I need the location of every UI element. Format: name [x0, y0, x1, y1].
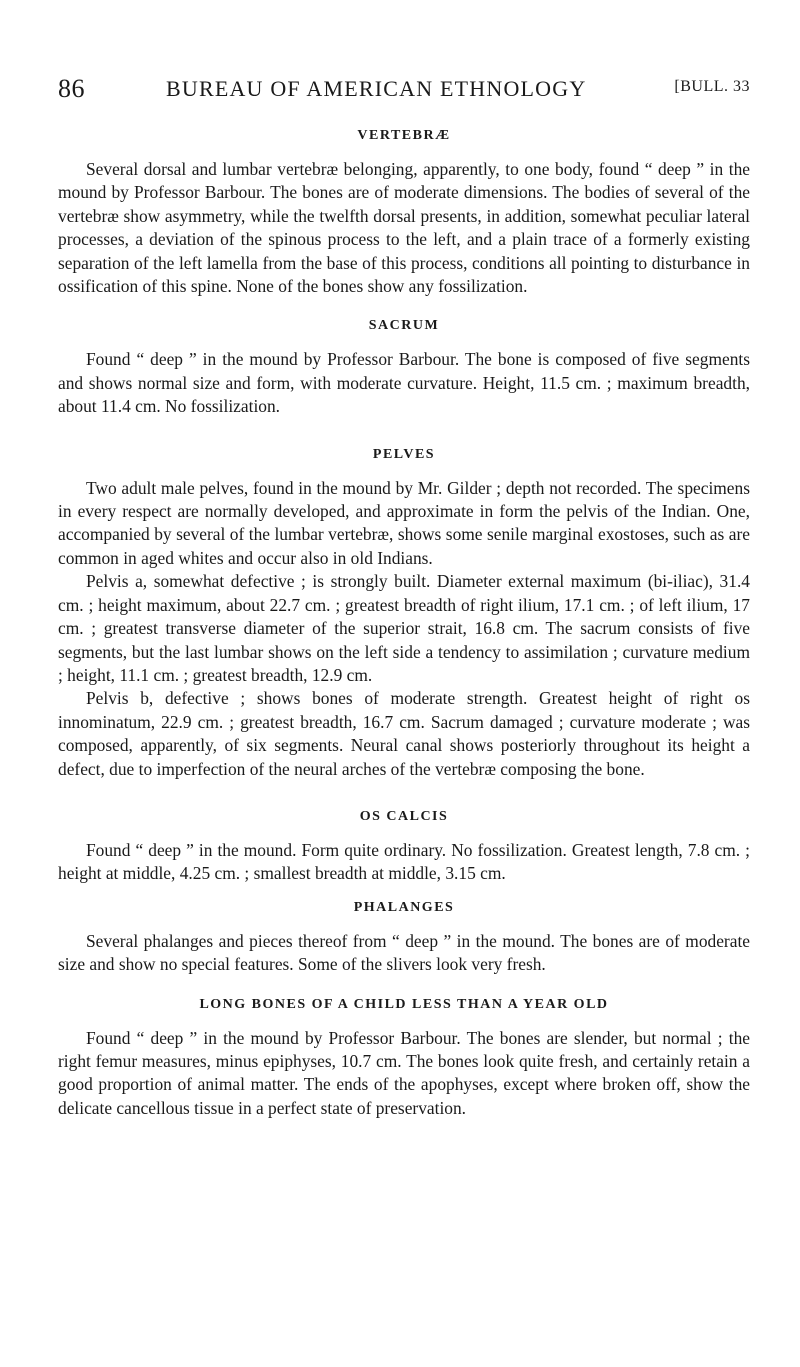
section-heading-os-calcis: OS CALCIS	[359, 808, 449, 824]
section-heading-sacrum: SACRUM	[368, 318, 440, 334]
page-number: 86	[58, 74, 85, 103]
journal-title: BUREAU OF AMERICAN ETHNOLOGY	[166, 76, 587, 101]
bulletin-reference: [BULL. 33	[674, 78, 750, 95]
pelves-paragraph-intro: Two adult male pelves, found in the mound by Mr. Gilder ; depth not recorded. The specimens in every respect are normally developed, and approximate in form the pelvis of the Indian. One, accompanied by several of the lumbar vertebræ, shows some senile marginal exostoses, such as are common in aged whites and occur also in old Indians.	[58, 477, 750, 568]
section-heading-vertebrae: VERTEBRÆ	[357, 128, 451, 143]
os-calcis-paragraph: Found “ deep ” in the mound. Form quite ordinary. No fossilization. Greatest length, 7.8 cm. ; height at middle, 4.25 cm. ; smallest breadth at middle, 3.15 cm.	[58, 839, 750, 884]
sacrum-paragraph: Found “ deep ” in the mound by Professor Barbour. The bone is composed of five segments and shows normal size and form, with moderate curvature. Height, 11.5 cm. ; maximum breadth, about 11.4 cm. No fossilization.	[58, 349, 750, 417]
running-head	[58, 74, 750, 114]
section-heading-phalanges: PHALANGES	[353, 899, 455, 915]
document-page	[58, 74, 750, 1120]
phalanges-paragraph: Several phalanges and pieces thereof from “ deep ” in the mound. The bones are of moderate size and show no special features. Some of the slivers look very fresh.	[58, 930, 750, 975]
pelves-paragraph-pelvis-a: Pelvis a, somewhat defective ; is strongly built. Diameter external maximum (bi-iliac), 31.4 cm. ; height maximum, about 22.7 cm. ; greatest breadth of right ilium, 17.1 cm. ; of left ilium, 17 cm. ; greatest transverse diameter of the superior strait, 16.8 cm. The sacrum consists of five segments, but the last lumbar shows on the left side a tendency to assimilation ; curvature medium ; height, 11.1 cm. ; greatest breadth, 12.9 cm.	[58, 571, 750, 685]
pelves-paragraph-pelvis-b: Pelvis b, defective ; shows bones of moderate strength. Greatest height of right os innominatum, 22.9 cm. ; greatest breadth, 16.7 cm. Sacrum damaged ; curvature moderate ; was composed, apparently, of six segments. Neural canal shows posteriorly throughout its height a defect, due to imperfection of the neural arches of the vertebræ composing the bone.	[58, 688, 750, 779]
vertebrae-paragraph: Several dorsal and lumbar vertebræ belonging, apparently, to one body, found “ deep ” in the mound by Professor Barbour. The bones are of moderate dimensions. The bodies of several of the vertebræ show asymmetry, while the twelfth dorsal presents, in addition, somewhat peculiar lateral processes, a deviation of the spinous process to the left, and a plain trace of a formerly existing separation of the left lamella from the base of this process, conditions all pointing to disturbance in ossification of this spine. None of the bones show any fossilization.	[58, 159, 750, 297]
section-heading-long-bones: LONG BONES OF A CHILD LESS THAN A YEAR OLD	[199, 996, 609, 1012]
section-heading-pelves: PELVES	[372, 446, 436, 462]
long-bones-paragraph: Found “ deep ” in the mound by Professor Barbour. The bones are slender, but normal ; the right femur measures, minus epiphyses, 10.7 cm. The bones look quite fresh, and certainly retain a good proportion of animal matter. The ends of the apophyses, except where broken off, show the delicate cancellous tissue in a perfect state of preservation.	[58, 1027, 750, 1118]
